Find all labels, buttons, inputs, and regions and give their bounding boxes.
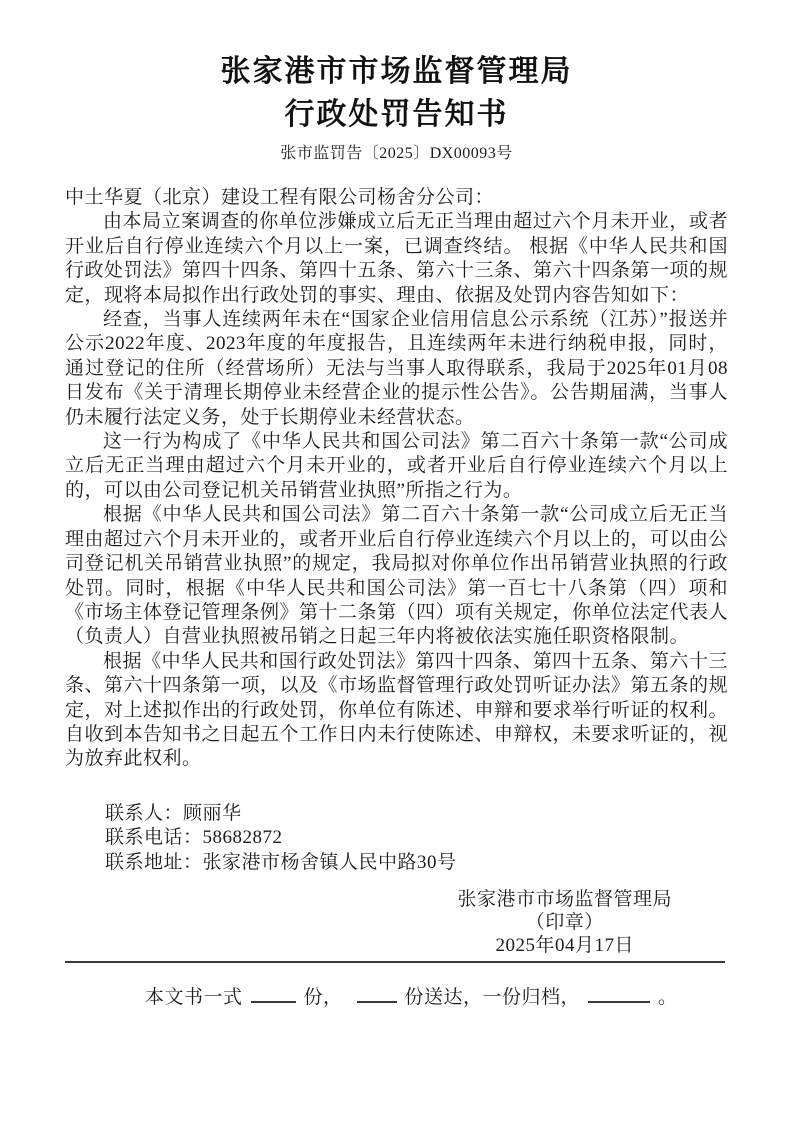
- paragraph-findings: 经查，当事人连续两年未在“国家企业信用信息公示系统（江苏）”报送并公示2022年度、2023年度的年度报告，且连续两年未进行纳税申报，同时，通过登记的住所（经营场所）无法与当事人取得联系，我局于2025年01月08日发布《关于清理长期停业未经营企业的提示性公告》。公告期届满，当事人仍未履行法定义务，处于长期停业未经营状态。: [65, 309, 728, 428]
- document-title-agency: 张家港市市场监督管理局: [220, 55, 573, 88]
- blank-copies-count: [251, 985, 296, 1003]
- paragraph-penalty-basis: 根据《中华人民共和国公司法》第二百六十条第一款“公司成立后无正当理由超过六个月未开业的，或者开业后自行停业连续六个月以上的，可以由公司登记机关吊销营业执照”的规定，我局拟对你单位作出吊销营业执照的行政处罚。同时，根据《中华人民共和国公司法》第一百七十八条第（四）项和《市场主体登记管理条例》第十二条第（四）项有关规定，你单位法定代表人（负责人）自营业执照被吊销之日起三年内将被依法实施任职资格限制。: [65, 504, 729, 648]
- paragraph-case-summary: 由本局立案调查的你单位涉嫌成立后无正当理由超过六个月未开业，或者开业后自行停业连续六个月以上一案，已调查终结。 根据《中华人民共和国行政处罚法》第四十四条、第四十五条、第六十三条、第六十四条第一项的规定，现将本局拟作出行政处罚的事实、理由、依据及处罚内容告知如下：: [65, 211, 729, 306]
- horizontal-divider: [65, 961, 725, 963]
- signature-date: 2025年04月17日: [495, 934, 634, 956]
- signature-block: [457, 888, 672, 957]
- contact-phone: 联系电话：58682872: [105, 827, 283, 849]
- contact-person: 联系人：顾丽华: [105, 802, 242, 824]
- document-title-type: 行政处罚告知书: [284, 98, 509, 131]
- footer-text-fen: 份，: [303, 986, 343, 1008]
- document-number: 张市监罚告〔2025〕DX00093号: [280, 145, 513, 162]
- blank-served-count: [357, 985, 397, 1003]
- recipient-line: 中土华夏（北京）建设工程有限公司杨舍分公司：: [65, 187, 495, 208]
- contact-block: [65, 802, 728, 876]
- signature-agency: 张家港市市场监督管理局: [457, 888, 672, 910]
- contact-address: 联系地址：张家港市杨舍镇人民中路30号: [105, 851, 457, 873]
- signature-seal-placeholder: （印章）: [525, 911, 604, 933]
- paragraph-rights-notice: 根据《中华人民共和国行政处罚法》第四十四条、第四十五条、第六十三条、第六十四条第一项，以及《市场监督管理行政处罚听证办法》第五条的规定，对上述拟作出的行政处罚，你单位有陈述、申辩和要求举行听证的权利。自收到本告知书之日起五个工作日内未行使陈述、申辩权，未要求听证的，视为放弃此权利。: [65, 650, 729, 770]
- distribution-note: [65, 985, 728, 1010]
- document-body: [65, 186, 728, 772]
- paragraph-violation: 这一行为构成了《中华人民共和国公司法》第二百六十条第一款“公司成立后无正当理由超过六个月未开业的，或者开业后自行停业连续六个月以上的，可以由公司登记机关吊销营业执照”所指之行为。: [65, 431, 728, 501]
- blank-other: [588, 985, 650, 1003]
- footer-text-copies: 本文书一式: [145, 986, 243, 1008]
- footer-text-period: 。: [658, 986, 678, 1008]
- footer-text-served: 份送达，一份归档，: [404, 986, 581, 1008]
